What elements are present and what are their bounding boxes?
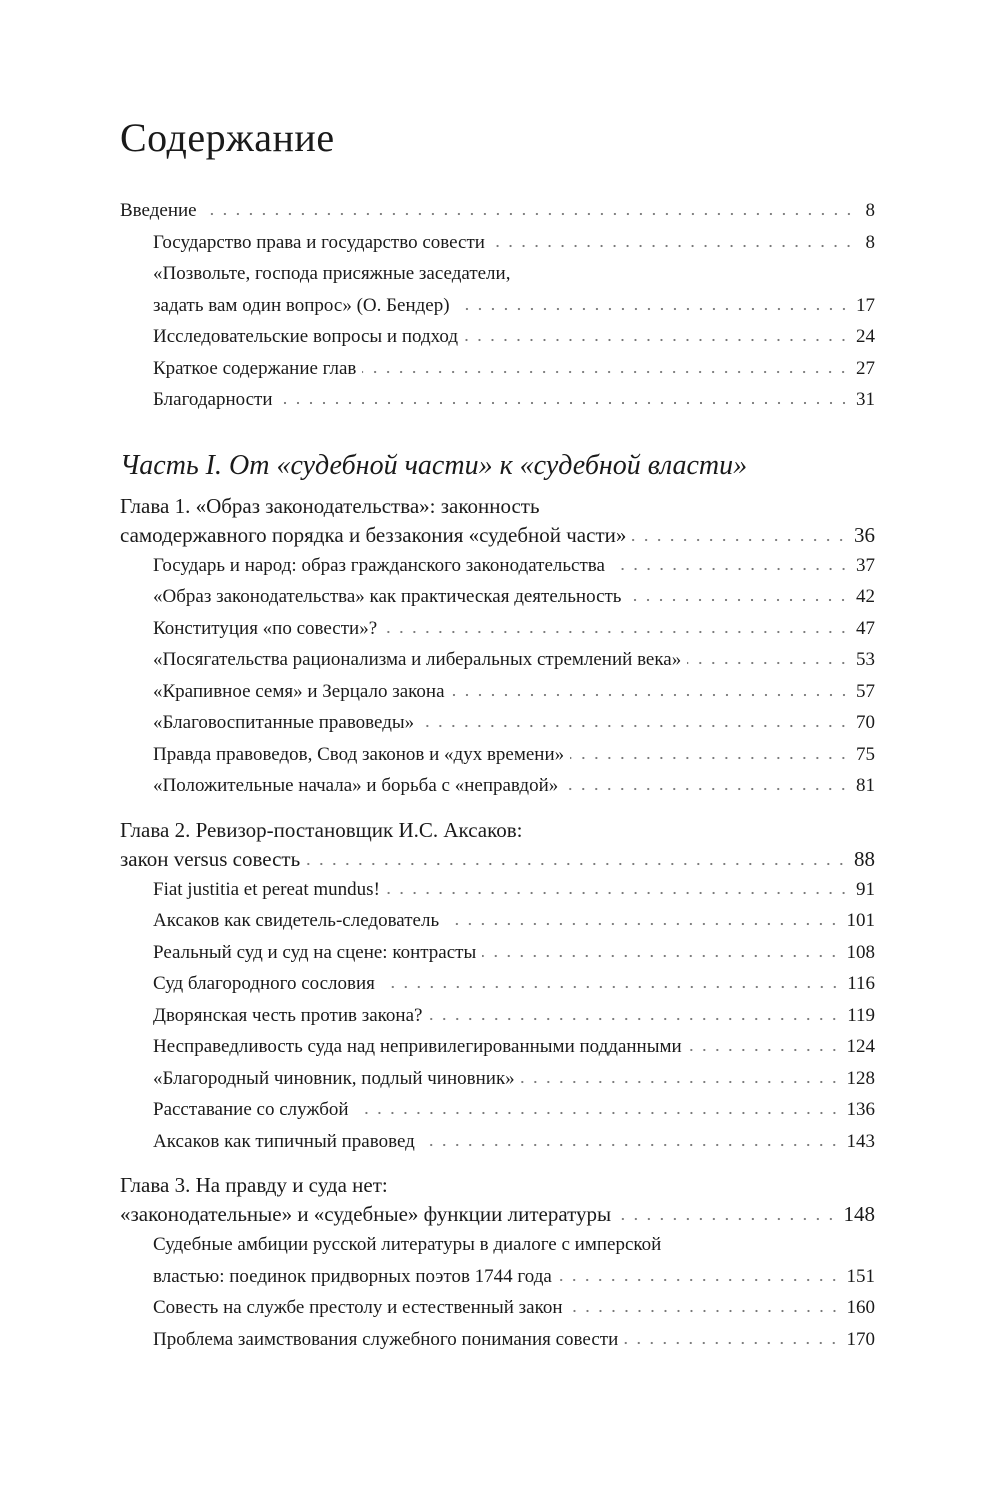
entry-title-line: Судебные амбиции русской литературы в диалоге с имперской <box>153 1234 662 1255</box>
entry-title: Реальный суд и суд на сцене: контрасты <box>153 941 477 963</box>
entry-title: Правда правоведов, Свод законов и «дух времени» <box>153 743 565 765</box>
toc-subentry[interactable] <box>120 550 875 582</box>
dot-leader <box>627 598 850 602</box>
chapter-section <box>120 492 875 802</box>
toc-subentry[interactable] <box>120 905 875 937</box>
page-number: 57 <box>856 680 875 702</box>
page-number: 36 <box>854 522 875 547</box>
entry-title: Введение <box>120 200 197 221</box>
entry-title: Государство права и государство совести <box>153 231 485 253</box>
chapters <box>120 492 875 1356</box>
entry-title: «Благовоспитанные правоведы» <box>153 712 415 733</box>
page-number: 8 <box>865 200 875 221</box>
dot-leader <box>362 370 850 374</box>
dot-leader <box>491 244 855 248</box>
entry-title: «Положительные начала» и борьба с «неправдой» <box>153 775 559 796</box>
chapter-section <box>120 1171 875 1355</box>
entry-title: Проблема заимствования служебного понимания совести <box>153 1328 619 1350</box>
toc-subentry[interactable] <box>120 707 875 739</box>
toc-subentry[interactable] <box>120 1000 875 1032</box>
dot-leader <box>445 922 840 926</box>
dot-leader <box>569 1309 841 1313</box>
toc-subentry[interactable] <box>120 1094 875 1126</box>
entry-title: Совесть на службе престолу и естественный закон <box>153 1297 563 1318</box>
page-number: 42 <box>856 586 875 607</box>
entry-title: Благодарности <box>153 389 273 410</box>
entry-title-line: Глава 3. На правду и суда нет: <box>120 1173 388 1197</box>
entry-title: властью: поединок придворных поэтов 1744 года <box>153 1265 552 1287</box>
page-number: 101 <box>846 910 875 931</box>
dot-leader <box>279 401 851 405</box>
page-number: 108 <box>846 941 875 963</box>
toc-subentry[interactable] <box>120 937 875 969</box>
dot-leader <box>421 1143 841 1147</box>
entry-title: Суд благородного сословия <box>153 973 375 994</box>
entry-title: Дворянская честь против закона? <box>153 1004 423 1026</box>
dot-leader <box>383 630 850 634</box>
entry-title: Аксаков как свидетель-следователь <box>153 910 440 931</box>
dot-leader <box>617 1217 837 1221</box>
chapter-section <box>120 816 875 1158</box>
toc-subentry[interactable] <box>120 644 875 676</box>
dot-leader <box>428 1017 841 1021</box>
entry-title-line: «Позвольте, господа присяжные заседатели, <box>153 263 511 284</box>
toc-entry[interactable] <box>120 492 875 550</box>
dot-leader <box>451 693 850 697</box>
page-number: 88 <box>854 846 875 871</box>
page-number: 116 <box>847 973 875 994</box>
entry-title: Исследовательские вопросы и подход <box>153 326 459 347</box>
introduction-section <box>120 195 875 416</box>
toc-subentry[interactable] <box>120 258 875 321</box>
entry-title: «Крапивное семя» и Зерцало закона <box>153 680 445 702</box>
page-title: Содержание <box>120 115 335 160</box>
dot-leader <box>611 567 850 571</box>
entry-title: «законодательные» и «судебные» функции литературы <box>120 1202 612 1226</box>
dot-leader <box>558 1278 841 1282</box>
dot-leader <box>624 1341 840 1345</box>
toc-subentry[interactable] <box>120 676 875 708</box>
entry-title: «Благородный чиновник, подлый чиновник» <box>153 1067 515 1089</box>
dot-leader <box>564 787 850 791</box>
page-number: 148 <box>843 1202 875 1226</box>
toc-entry[interactable] <box>120 1171 875 1229</box>
toc-subentry[interactable] <box>120 1126 875 1158</box>
dot-leader <box>688 1048 841 1052</box>
dot-leader <box>482 954 840 958</box>
entry-title: закон versus совесть <box>120 846 301 871</box>
toc-subentry[interactable] <box>120 770 875 802</box>
page-number: 75 <box>856 743 875 765</box>
entry-title-line: Глава 2. Ревизор-постановщик И.С. Аксаков: <box>120 817 523 842</box>
dot-leader <box>456 307 850 311</box>
entry-title: задать вам один вопрос» (О. Бендер) <box>153 294 450 316</box>
entry-title: Несправедливость суда над непривилегированными подданными <box>153 1036 682 1057</box>
dot-leader <box>464 338 850 342</box>
toc-subentry[interactable] <box>120 874 875 906</box>
toc-subentry[interactable] <box>120 613 875 645</box>
dot-leader <box>386 891 850 895</box>
part-heading: Часть I. От «судебной части» к «судебной власти» <box>120 449 748 481</box>
toc-subentry[interactable] <box>120 384 875 416</box>
table-of-contents <box>120 110 875 1355</box>
page-number: 151 <box>846 1265 875 1287</box>
dot-leader <box>521 1080 841 1084</box>
toc-subentry[interactable] <box>120 1229 875 1292</box>
toc-subentry[interactable] <box>120 968 875 1000</box>
toc-entry[interactable] <box>120 195 875 227</box>
entry-title: самодержавного порядка и беззакония «судебной части» <box>120 522 627 547</box>
page-number: 31 <box>856 389 875 410</box>
dot-leader <box>687 661 850 665</box>
toc-entry[interactable] <box>120 816 875 874</box>
dot-leader <box>203 212 855 216</box>
page-number: 170 <box>846 1328 875 1350</box>
page-number: 24 <box>856 326 875 347</box>
entry-title: Аксаков как типичный правовед <box>153 1130 415 1152</box>
dot-leader <box>355 1111 841 1115</box>
page-number: 119 <box>847 1004 875 1026</box>
toc-subentry[interactable] <box>120 1292 875 1324</box>
entry-title: Расставание со службой <box>153 1099 349 1120</box>
toc-subentry[interactable] <box>120 321 875 353</box>
dot-leader <box>632 538 848 542</box>
toc-subentry[interactable] <box>120 581 875 613</box>
toc-subentry[interactable] <box>120 1324 875 1356</box>
page-number: 81 <box>856 775 875 796</box>
page-number: 17 <box>856 294 875 316</box>
entry-title: «Образ законодательства» как практическая деятельность <box>153 586 622 607</box>
dot-leader <box>306 862 848 866</box>
toc-subentry[interactable] <box>120 1031 875 1063</box>
page-number: 27 <box>856 357 875 379</box>
toc-subentry[interactable] <box>120 739 875 771</box>
page-number: 91 <box>856 878 875 900</box>
page-number: 124 <box>846 1036 875 1057</box>
entry-title: Краткое содержание глав <box>153 357 357 379</box>
toc-subentry[interactable] <box>120 1063 875 1095</box>
page-number: 128 <box>846 1067 875 1089</box>
page-number: 70 <box>856 712 875 733</box>
toc-subentry[interactable] <box>120 227 875 259</box>
dot-leader <box>570 756 850 760</box>
page-number: 47 <box>856 617 875 639</box>
toc-subentry[interactable] <box>120 353 875 385</box>
entry-title: «Посягательства рационализма и либеральных стремлений века» <box>153 649 682 670</box>
entry-title-line: Глава 1. «Образ законодательства»: законность <box>120 493 540 518</box>
dot-leader <box>381 985 841 989</box>
entry-title: Государь и народ: образ гражданского законодательства <box>153 554 605 576</box>
page-number: 143 <box>846 1130 875 1152</box>
entry-title: Fiat justitia et pereat mundus! <box>153 878 380 900</box>
page-number: 8 <box>865 231 875 253</box>
page-number: 37 <box>856 554 875 576</box>
page-number: 136 <box>846 1099 875 1120</box>
page-number: 160 <box>846 1297 875 1318</box>
page-number: 53 <box>856 649 875 670</box>
dot-leader <box>420 724 850 728</box>
entry-title: Конституция «по совести»? <box>153 617 378 639</box>
